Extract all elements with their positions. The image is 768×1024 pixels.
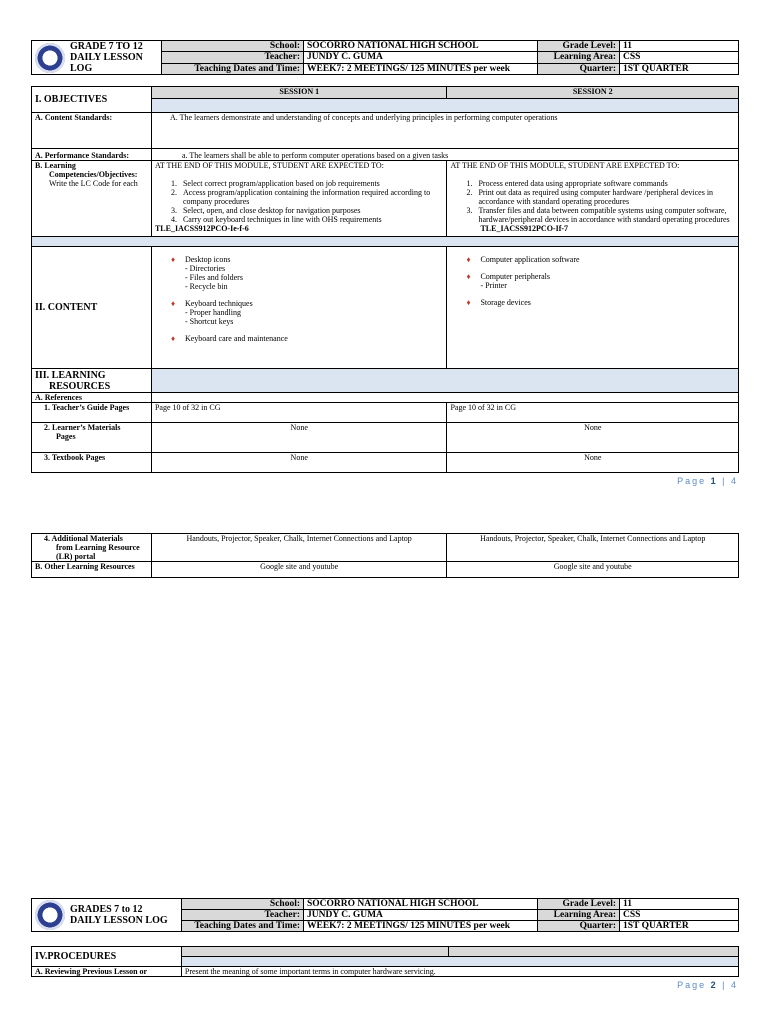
session2-header: SESSION 2 [447, 87, 739, 99]
procedures-title: IV.PROCEDURES [32, 947, 182, 967]
dates-label: Teaching Dates and Time: [162, 63, 304, 74]
teacher-value: JUNDY C. GUMA [304, 52, 538, 63]
resources-band [151, 369, 738, 393]
resources-title: III. LEARNING RESOURCES [32, 369, 152, 393]
other-resources-s2: Google site and youtube [447, 562, 739, 578]
area-value: CSS [620, 52, 739, 63]
reviewing-text: Present the meaning of some important terms in computer hardware servicing. [181, 967, 738, 977]
quarter-label: Quarter: [538, 63, 620, 74]
grade-label: Grade Level: [538, 899, 620, 910]
objectives-band [151, 99, 738, 113]
teacher-label: Teacher: [182, 910, 304, 921]
session1-lc-code: TLE_IACSS912PCO-Ie-f-6 [154, 224, 249, 233]
session1-content [151, 247, 446, 369]
header-logo-cell [32, 41, 162, 75]
school-value: SOCORRO NATIONAL HIGH SCHOOL [304, 899, 538, 910]
content-item: ♦ Keyboard techniques - Proper handling - Shortcut keys [170, 299, 253, 326]
page-number-2: Page 2 | 4 [677, 980, 738, 990]
quarter-value: 1ST QUARTER [620, 921, 739, 932]
content-item: ♦ Computer peripherals - Printer [466, 272, 550, 290]
content-item: ♦ Storage devices [466, 298, 531, 307]
dates-value: WEEK7: 2 MEETINGS/ 125 MINUTES per week [304, 921, 538, 932]
procedures-s2-header [449, 947, 739, 957]
competencies-label: B. Learning Competencies/Objectives: Write the LC Code for each [32, 161, 152, 237]
session2-lc-code: TLE_IACSS912PCO-If-7 [480, 224, 569, 233]
area-label: Learning Area: [538, 910, 620, 921]
learners-materials-label: 2. Learner’s Materials Pages [32, 423, 152, 453]
other-resources-s1: Google site and youtube [151, 562, 447, 578]
procedures-table [31, 946, 739, 977]
competency-item: 1. Process entered data using appropriate software commands [466, 179, 668, 188]
performance-standards-label: A. Performance Standards: [32, 149, 152, 161]
objectives-title: I. OBJECTIVES [32, 87, 152, 113]
school-value: SOCORRO NATIONAL HIGH SCHOOL [304, 41, 538, 52]
competency-item: 3. Select, open, and close desktop for navigation purposes [170, 206, 361, 215]
textbook-s1: None [151, 453, 446, 473]
content-standards-label: A. Content Standards: [32, 113, 152, 149]
competency-item: 3. Transfer files and data between compatible systems using computer software, hardware/peripheral devices in accordance with standard operating procedures [466, 206, 730, 224]
bullet-arrow-icon: ♦ [466, 272, 471, 281]
bullet-arrow-icon: ♦ [466, 255, 471, 264]
header-logo-cell-page2 [32, 899, 182, 932]
lesson-table-page1 [31, 86, 739, 473]
competency-item: 2. Access program/application containing the information required according to company procedures [170, 188, 431, 206]
session1-header: SESSION 1 [151, 87, 446, 99]
teachers-guide-label: 1. Teacher’s Guide Pages [32, 403, 152, 423]
procedures-s1-header [181, 947, 449, 957]
dates-value: WEEK7: 2 MEETINGS/ 125 MINUTES per week [304, 63, 538, 74]
lesson-table-continued [31, 533, 739, 578]
page-number-1: Page 1 | 4 [677, 476, 738, 486]
grade-value: 11 [620, 899, 739, 910]
teachers-guide-s2: Page 10 of 32 in CG [447, 403, 739, 423]
quarter-label: Quarter: [538, 921, 620, 932]
grade-value: 11 [620, 41, 739, 52]
session2-content [447, 247, 739, 369]
reviewing-label: A. Reviewing Previous Lesson or [32, 967, 182, 977]
deped-seal-icon [35, 43, 65, 73]
content-standards-text: A. The learners demonstrate and understanding of concepts and underlying principles in performing computer operations [151, 113, 738, 149]
procedures-band [181, 957, 738, 967]
references-label: A. References [32, 393, 152, 403]
bullet-arrow-icon: ♦ [170, 255, 176, 264]
additional-materials-s2: Handouts, Projector, Speaker, Chalk, Internet Connections and Laptop [447, 534, 739, 562]
content-item: ♦ Desktop icons - Directories - Files and folders - Recycle bin [170, 255, 243, 291]
grade-label: Grade Level: [538, 41, 620, 52]
deped-seal-icon [35, 900, 65, 930]
session1-competencies: AT THE END OF THIS MODULE, STUDENT ARE EXPECTED TO: 1. Select correct program/application based on job requirements 2. Access program/application containing the information required according to company procedures 3. Select, open, and close desktop for navigation purposes 4. Carry out keyboard techniques in line with OHS requirements TLE_IACSS912PCO-Ie-f-6 [151, 161, 446, 237]
content-item: ♦ Computer application software [466, 255, 580, 264]
log-title-page2: GRADES 7 to 12 DAILY LESSON LOG [70, 904, 168, 926]
session2-competencies: AT THE END OF THIS MODULE, STUDENT ARE EXPECTED TO: 1. Process entered data using appropriate software commands 2. Print out data as required using computer hardware /peripheral devices in accordance with standard operating procedures 3. Transfer files and data between compatible systems using computer software, hardware/peripheral devices in accordance with standard operating procedures TLE_IACSS912PCO-If-7 [447, 161, 739, 237]
dates-label: Teaching Dates and Time: [182, 921, 304, 932]
learners-materials-s1: None [151, 423, 446, 453]
content-band [32, 237, 739, 247]
competency-item: 1. Select correct program/application based on job requirements [170, 179, 380, 188]
area-label: Learning Area: [538, 52, 620, 63]
competency-item: 2. Print out data as required using computer hardware /peripheral devices in accordance with standard operating procedures [466, 188, 714, 206]
lesson-log-header-page2 [31, 898, 739, 932]
bullet-arrow-icon: ♦ [466, 298, 471, 307]
lesson-log-header [31, 40, 739, 75]
content-title: II. CONTENT [32, 247, 152, 369]
bullet-arrow-icon: ♦ [170, 334, 176, 343]
area-value: CSS [620, 910, 739, 921]
additional-materials-label: 4. Additional Materials from Learning Resource (LR) portal [32, 534, 152, 562]
teacher-label: Teacher: [162, 52, 304, 63]
additional-materials-s1: Handouts, Projector, Speaker, Chalk, Internet Connections and Laptop [151, 534, 447, 562]
textbook-label: 3. Textbook Pages [32, 453, 152, 473]
teacher-value: JUNDY C. GUMA [304, 910, 538, 921]
school-label: School: [182, 899, 304, 910]
school-label: School: [162, 41, 304, 52]
teachers-guide-s1: Page 10 of 32 in CG [151, 403, 446, 423]
competency-item: 4. Carry out keyboard techniques in line with OHS requirements [170, 215, 382, 224]
bullet-arrow-icon: ♦ [170, 299, 176, 308]
quarter-value: 1ST QUARTER [620, 63, 739, 74]
performance-standards-text: a. The learners shall be able to perform computer operations based on a given tasks [151, 149, 738, 161]
content-item: ♦ Keyboard care and maintenance [170, 334, 288, 343]
references-blank [151, 393, 738, 403]
other-resources-label: B. Other Learning Resources [32, 562, 152, 578]
textbook-s2: None [447, 453, 739, 473]
learners-materials-s2: None [447, 423, 739, 453]
log-title: GRADE 7 TO 12 DAILY LESSON LOG [70, 41, 143, 74]
